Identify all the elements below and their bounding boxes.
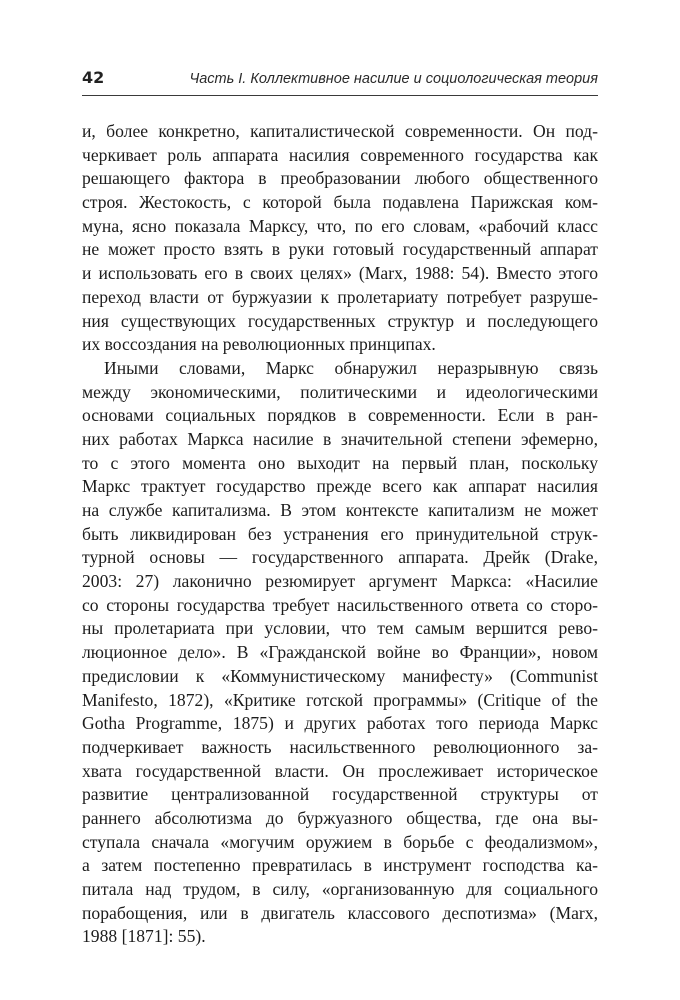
text-line: строя. Жестокость, с которой была подавлена Парижская ком- — [82, 192, 598, 213]
text-line: то с этого момента оно выходит на первый план, поскольку — [82, 452, 598, 473]
text-line: а затем постепенно превратилась в инструмент господства ка- — [82, 855, 598, 876]
text-line: не может просто взять в руки готовый государственный аппарат — [82, 239, 598, 260]
text-line: люционное дело». В «Гражданской войне во Франции», новом — [82, 642, 598, 663]
text-line: муна, ясно показала Марксу, что, по его словам, «рабочий класс — [82, 215, 598, 236]
text-line: ния существующих государственных структур и последующего — [82, 310, 598, 331]
text-line: Иными словами, Маркс обнаружил неразрывную связь — [104, 357, 598, 378]
text-line: хвата государственной власти. Он прослеживает историческое — [82, 760, 598, 781]
text-line: быть ликвидирован без устранения его принудительной струк- — [82, 523, 598, 544]
text-line: ны пролетариата при условии, что тем самым вершится рево- — [82, 618, 598, 639]
text-line: черкивает роль аппарата насилия современного государства как — [82, 144, 598, 165]
text-line: переход власти от буржуазии к пролетариату потребует разруше- — [82, 286, 598, 307]
book-page — [82, 0, 598, 1000]
text-line: 1988 [1871]: 55). — [82, 926, 206, 947]
text-line: между экономическими, политическими и идеологическими — [82, 381, 598, 402]
text-line: 2003: 27) лаконично резюмирует аргумент Маркса: «Насилие — [82, 571, 598, 592]
text-line: турной основы — государственного аппарата. Дрейк (Drake, — [82, 547, 598, 568]
text-line: развитие централизованной государственной структуры от — [82, 784, 598, 805]
text-line: на службе капитализма. В этом контексте капитализм не может — [82, 500, 598, 520]
text-line: решающего фактора в преобразовании любого общественного — [82, 168, 598, 189]
header-rule — [82, 95, 598, 96]
body-text — [82, 120, 598, 949]
text-line: подчеркивает важность насильственного революционного за- — [82, 736, 598, 757]
text-line: предисловии к «Коммунистическому манифесту» (Communist — [82, 665, 598, 686]
paragraph-1 — [82, 120, 598, 357]
text-line: их воссоздания на революционных принципах. — [82, 334, 436, 355]
running-head: Часть I. Коллективное насилие и социологическая теория — [189, 71, 598, 87]
text-line: Gotha Programme, 1875) и других работах того периода Маркс — [82, 713, 598, 734]
text-line: со стороны государства требует насильственного ответа со сторо- — [82, 594, 598, 615]
text-line: и, более конкретно, капиталистической современности. Он под- — [82, 121, 598, 141]
paragraph-2 — [82, 357, 598, 949]
text-line: основами социальных порядков в современности. Если в ран- — [82, 405, 598, 426]
text-line: и использовать его в своих целях» (Marx, 1988: 54). Вместо этого — [82, 263, 598, 284]
text-line: ступала сначала «могучим оружием в борьбе с феодализмом», — [82, 831, 598, 852]
page-number: 42 — [82, 68, 105, 87]
text-line: порабощения, или в двигатель классового деспотизма» (Marx, — [82, 902, 598, 923]
text-line: них работах Маркса насилие в значительной степени эфемерно, — [82, 428, 598, 449]
text-line: питала над трудом, в силу, «организованную для социального — [82, 879, 598, 899]
page-header — [82, 66, 598, 90]
text-line: раннего абсолютизма до буржуазного общества, где она вы- — [82, 807, 598, 828]
text-line: Маркс трактует государство прежде всего как аппарат насилия — [82, 476, 598, 497]
text-line: Manifesto, 1872), «Критике готской программы» (Critique of the — [82, 689, 598, 710]
